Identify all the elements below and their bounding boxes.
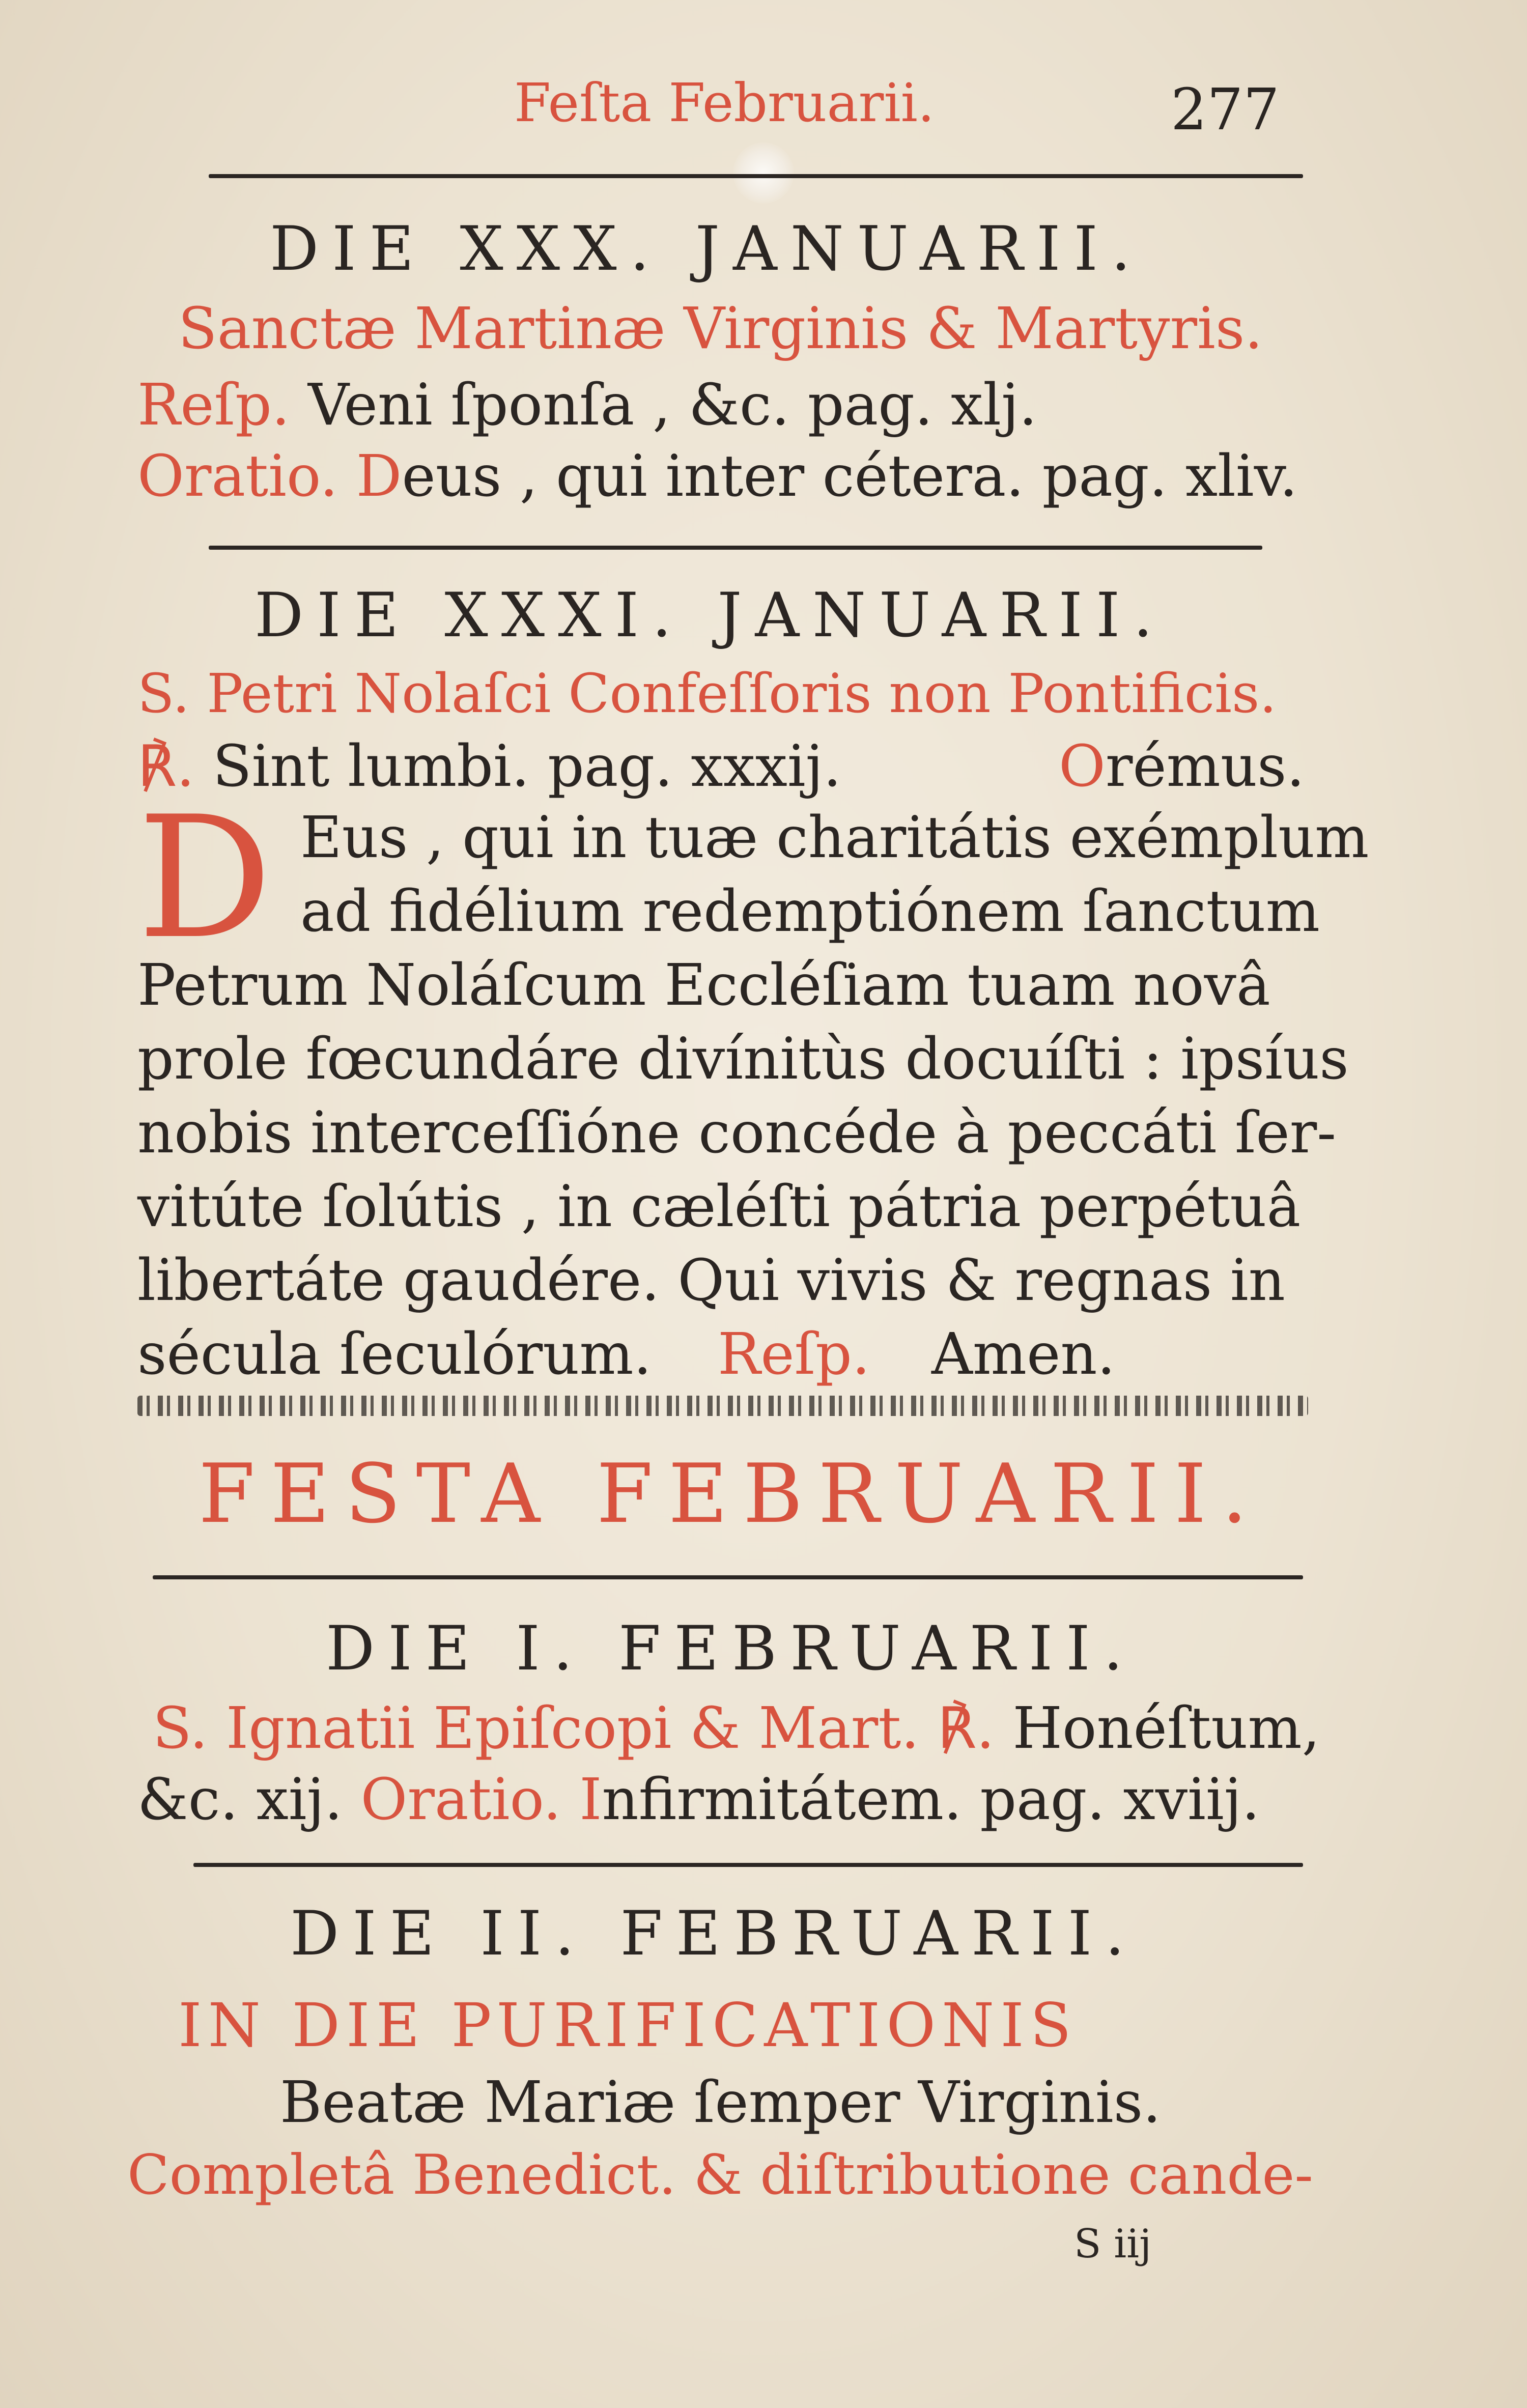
resp-line-jan30 <box>137 372 1037 438</box>
oremus-text: rémus. <box>1105 733 1305 800</box>
feast-feb2: IN DIE PURIFICATIONIS <box>178 1990 1078 2060</box>
header-rule <box>209 174 1303 178</box>
oratio-line-feb1 <box>137 1767 1260 1833</box>
paper-blemish <box>733 143 794 204</box>
oratio-text: nfirmitátem. pag. xviij. <box>602 1767 1260 1833</box>
heading-feb1: DIE I. FEBRUARII. <box>326 1613 1136 1684</box>
prayer-line: libertáte gaudére. Qui vivis & regnas in <box>137 1248 1285 1314</box>
closing-amen: Amen. <box>931 1321 1116 1387</box>
response-symbol: ℟. <box>937 1695 995 1762</box>
heading-feb2: DIE II. FEBRUARII. <box>290 1899 1138 1969</box>
oratio-initial: I <box>579 1767 602 1833</box>
section-rule-2 <box>153 1575 1303 1579</box>
page-number: 277 <box>1171 77 1280 143</box>
closing-resp-label: Reſp. <box>718 1321 870 1387</box>
feast-line-feb1 <box>153 1695 1320 1762</box>
prayer-line: Eus , qui in tuæ charitátis exémplum <box>300 805 1369 871</box>
resp-text: Honéſtum, <box>1012 1695 1320 1762</box>
oratio-initial: D <box>356 443 402 509</box>
prayer-last-line <box>137 1321 652 1387</box>
line-start: &c. xij. <box>137 1767 343 1833</box>
prayer-line: nobis interceſſióne concéde à peccáti ſer- <box>137 1100 1337 1166</box>
feast-jan30: Sanctæ Martinæ Virginis & Martyris. <box>178 296 1263 362</box>
heading-jan31: DIE XXXI. JANUARII. <box>254 580 1166 651</box>
oratio-text: eus , qui inter cétera. pag. xliv. <box>402 443 1298 509</box>
prayer-line: vitúte ſolútis , in cæléſti pátria perpétuâ <box>137 1174 1301 1240</box>
rubric-feb2: Completâ Benedict. & diſtributione cande- <box>127 2143 1313 2207</box>
section-rule-1 <box>209 546 1262 550</box>
oratio-label: Oratio. <box>360 1767 561 1833</box>
drop-cap: D <box>137 780 272 976</box>
oratio-line-jan30 <box>137 443 1298 509</box>
feast-feb1: S. Ignatii Epiſcopi & Mart. <box>153 1695 919 1762</box>
feast-jan31: S. Petri Nolaſci Confeſſoris non Pontificis. <box>137 662 1277 725</box>
prayer-line: Petrum Noláſcum Eccléſiam tuam novâ <box>137 952 1270 1018</box>
signature-mark: S iij <box>1074 2221 1152 2267</box>
prayer-line: ad fidélium redemptiónem ſanctum <box>300 879 1320 945</box>
prayer-line: prole fœcundáre divínitùs docuíſti : ipsíus <box>137 1026 1349 1092</box>
resp-text: Veni ſponſa , &c. pag. xlj. <box>307 372 1037 438</box>
heading-jan30: DIE XXX. JANUARII. <box>270 214 1144 285</box>
section-title: FESTA FEBRUARII. <box>199 1446 1263 1541</box>
resp-label: Reſp. <box>137 372 290 438</box>
oremus-initial: O <box>1059 733 1106 800</box>
subtitle-feb2: Beatæ Mariæ ſemper Virginis. <box>280 2070 1161 2136</box>
section-rule-3 <box>193 1863 1303 1867</box>
running-title: Feſta Februarii. <box>514 72 935 134</box>
resp-text: Sint lumbi. pag. xxxij. <box>212 733 841 800</box>
oremus-line <box>1059 733 1305 800</box>
oratio-label: Oratio. <box>137 443 338 509</box>
ornamental-border <box>137 1396 1308 1416</box>
prayer-line: sécula ſeculórum. <box>137 1321 652 1387</box>
response-symbol: ℟. <box>137 733 195 800</box>
